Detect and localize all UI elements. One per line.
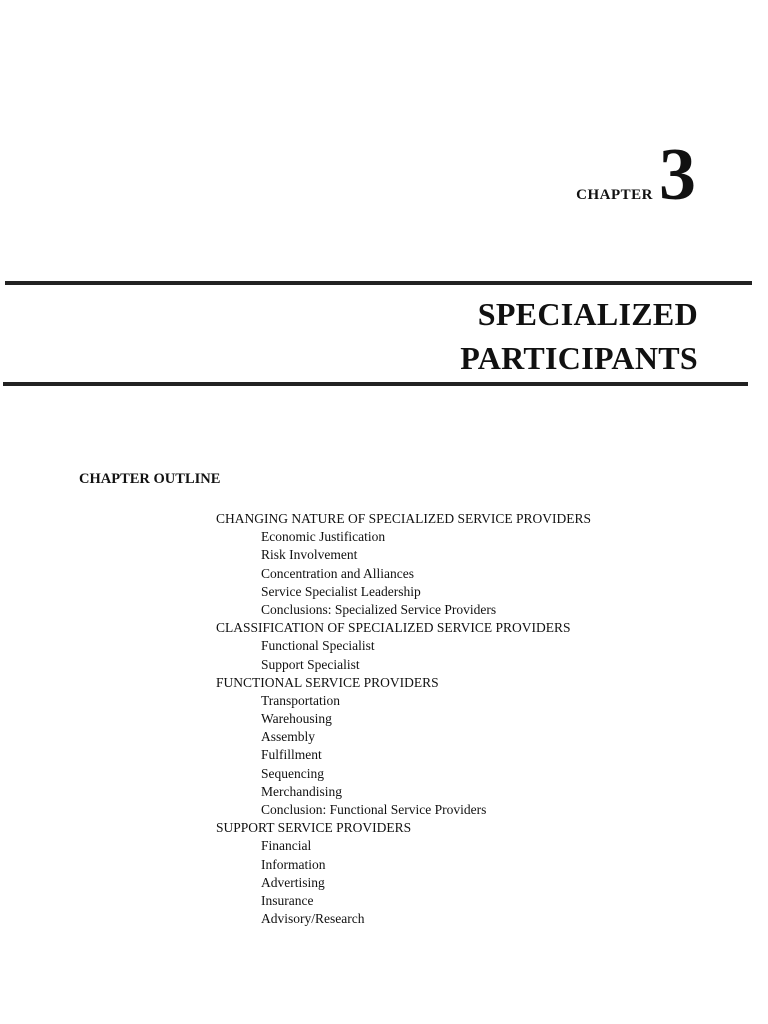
outline-subsection: Sequencing <box>261 765 324 781</box>
outline-heading: CHAPTER OUTLINE <box>79 471 221 487</box>
outline-subsection: Advertising <box>261 874 325 890</box>
outline-section: CHANGING NATURE OF SPECIALIZED SERVICE PROVIDERS <box>216 511 592 526</box>
outline-subsection: Functional Specialist <box>261 638 375 654</box>
chapter-title <box>460 292 698 380</box>
outline-list <box>216 510 591 928</box>
outline-subsection: Warehousing <box>261 711 332 727</box>
bottom-divider <box>3 382 748 386</box>
chapter-heading <box>576 134 696 216</box>
outline-subsection: Assembly <box>261 729 315 745</box>
outline-section: CLASSIFICATION OF SPECIALIZED SERVICE PROVIDERS <box>216 620 571 636</box>
chapter-title-line-1: SPECIALIZED <box>477 296 698 332</box>
chapter-title-line-2: PARTICIPANTS <box>460 340 698 376</box>
outline-subsection: Fulfillment <box>261 747 322 763</box>
outline-subsection: Merchandising <box>261 783 342 799</box>
outline-subsection: Insurance <box>261 892 314 908</box>
chapter-label: CHAPTER <box>576 187 653 203</box>
outline-subsection: Information <box>261 856 326 872</box>
outline-subsection: Transportation <box>261 692 341 708</box>
outline-subsection: Support Specialist <box>261 656 360 672</box>
outline-subsection: Conclusion: Functional Service Providers <box>261 802 487 817</box>
top-divider <box>5 281 752 285</box>
outline-section: SUPPORT SERVICE PROVIDERS <box>216 820 412 836</box>
chapter-number: 3 <box>659 134 696 216</box>
outline-subsection: Advisory/Research <box>261 911 365 927</box>
outline-subsection: Conclusions: Specialized Service Providers <box>261 601 497 617</box>
outline-subsection: Economic Justification <box>261 529 386 545</box>
outline-subsection: Service Specialist Leadership <box>261 583 421 599</box>
outline-section: FUNCTIONAL SERVICE PROVIDERS <box>216 674 439 690</box>
outline-subsection: Financial <box>261 838 312 854</box>
outline-subsection: Concentration and Alliances <box>261 565 414 581</box>
outline-subsection: Risk Involvement <box>261 547 358 563</box>
